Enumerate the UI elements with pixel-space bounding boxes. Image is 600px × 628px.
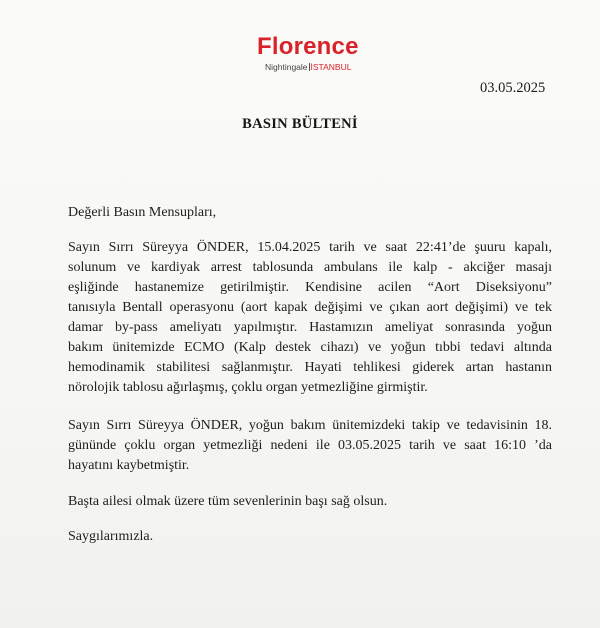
paragraph-2-line: Sayın Sırrı Süreyya ÖNDER, yoğun bakım ünitemizdeki takip ve tedavisinin 18. <box>68 418 552 433</box>
logo-wordmark: Florence <box>257 33 359 60</box>
paragraph-1-line: nörolojik tablosu ağırlaşmış, çoklu organ yetmezliğine girmiştir. <box>68 380 428 395</box>
paragraph-1-line: solunum ve kardiyak arrest tablosunda ambulans ile kalp - akciğer masajı <box>68 260 552 275</box>
logo-subtitle <box>265 62 351 73</box>
logo-sub-left: Nightingale <box>265 62 308 72</box>
paragraph-1-line: Sayın Sırrı Süreyya ÖNDER, 15.04.2025 tarih ve saat 22:41’de şuuru kapalı, <box>68 240 552 255</box>
paragraph-2-line: gününde çoklu organ yetmezliği nedeni ile 03.05.2025 tarih ve saat 16:10 ’da <box>68 438 552 453</box>
florence-nightingale-logo <box>257 33 372 75</box>
paragraph-1-line: damar by-pass ameliyatı yapılmıştır. Hastamızın ameliyat sonrasında yoğun <box>68 320 552 335</box>
closing-line: Saygılarımızla. <box>68 529 154 544</box>
logo-sub-divider <box>309 63 310 71</box>
logo-sub-right: İSTANBUL <box>310 62 352 72</box>
paragraph-1-line: bakım ünitemizde ECMO (Kalp destek cihazı) ve yoğun tıbbi tedavi altında <box>68 340 552 355</box>
paragraph-1-line: hemodinamik stabilitesi sağlanmıştır. Hayati tehlikesi giderek artan hastanın <box>68 360 552 375</box>
paragraph-1-line: tanısıyla Bentall operasyonu (aort kapak değişimi ve çıkan aort değişimi) ve tek <box>68 300 552 315</box>
document-date: 03.05.2025 <box>480 80 546 96</box>
paragraph-1-line: eşliğinde hastanemize getirilmiştir. Kendisine acilen “Aort Diseksiyonu” <box>68 280 552 295</box>
paragraph-2-line: hayatını kaybetmiştir. <box>68 458 190 473</box>
condolence-line: Başta ailesi olmak üzere tüm sevenlerinin başı sağ olsun. <box>68 494 388 509</box>
document-heading: BASIN BÜLTENİ <box>242 116 358 132</box>
salutation: Değerli Basın Mensupları, <box>68 205 217 220</box>
